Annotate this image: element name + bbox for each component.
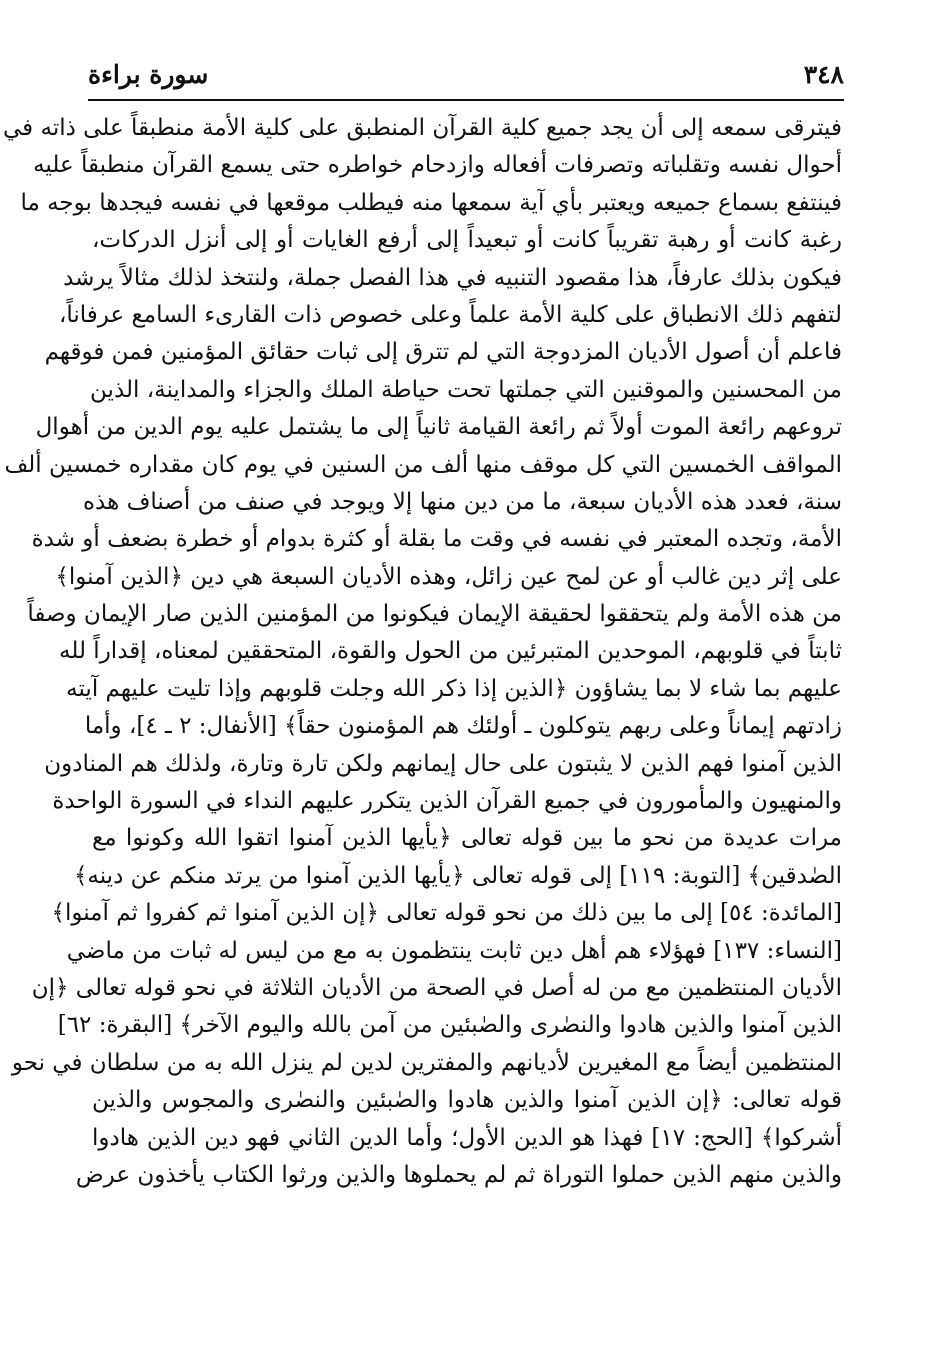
text-line: سنة، فعدد هذه الأديان سبعة، ما من دين منها إلا ويوجد في صنف من أصناف هذه [83, 488, 842, 515]
text-line: الأمة، وتجده المعتبر في نفسه في وقت ما بقلة أو كثرة بدوام أو خطرة بضعف أو شدة [31, 526, 842, 553]
text-line: مرات عديدة من نحو ما بين قوله تعالى ﴿يأيها الذين آمنوا اتقوا الله وكونوا مع [92, 825, 842, 852]
text-line: فيترقى سمعه إلى أن يجد جميع كلية القرآن المنطبق على كلية الأمة منطبقاً على ذاته في [3, 115, 842, 141]
text-line: المنتظمين أيضاً مع المغيرين لأديانهم والمفترين لدين لم ينزل الله به من سلطان في نحو [11, 1049, 842, 1076]
text-line: فاعلم أن أصول الأديان المزدوجة التي لم تترق إلى ثبات حقائق المؤمنين فمن فوقهم [44, 339, 842, 366]
text-line: على إثر دين غالب أو عن لمح عين زائل، وهذه الأديان السبعة هي دين ﴿الذين آمنوا﴾ [55, 563, 842, 590]
text-line: [النساء: ١٣٧] فهؤلاء هم أهل دين ثابت ينتظمون به مع من ليس له ثبات من ماضي [66, 937, 842, 964]
text-line: الذين آمنوا فهم الذين لا يثبتون على حال إيمانهم ولكن تارة وتارة، ولذلك هم المنادون [44, 750, 842, 777]
text-line: [المائدة: ٥٤] إلى ما بين ذلك من نحو قوله تعالى ﴿إن الذين آمنوا ثم كفروا ثم آمنوا﴾ [51, 900, 842, 927]
text-line: من المحسنين والموقنين التي جملتها تحت حياطة الملك والجزاء والمداينة، الذين [90, 376, 842, 403]
page-header [88, 58, 844, 98]
text-line: فينتفع بسماع جميعه ويعتبر بأي آية سمعها منه فيطلب موقعها في نفسه فيجدها بوجه ما [20, 189, 842, 216]
text-line: تروعهم رائعة الموت أولاً ثم رائعة القيامة ثانياً إلى ما يشتمل عليه يوم الدين من أهوال [35, 414, 842, 441]
text-line: أشركوا﴾ [الحج: ١٧] فهذا هو الدين الأول؛ وأما الدين الثاني فهو دين الذين هادوا [92, 1124, 842, 1151]
text-line: والذين منهم الذين حملوا التوراة ثم لم يحملوها والذين ورثوا الكتاب يأخذون عرض [75, 1161, 842, 1188]
text-line: أحوال نفسه وتقلباته وتصرفات أفعاله وازدحام خواطره حتى يسمع القرآن منطبقاً عليه [33, 152, 842, 179]
text-line: قوله تعالى: ﴿إن الذين آمنوا والذين هادوا والصٰبئين والنصٰرى والمجوس والذين [92, 1087, 842, 1114]
text-line: الأديان المنتظمين مع من له أصل في الصحة من الأديان الثلاثة في نحو قوله تعالى ﴿إن [31, 974, 842, 1001]
text-line: رغبة كانت أو رهبة تقريباً كانت أو تبعيداً إلى أرفع الغايات أو إلى أنزل الدركات، [92, 227, 842, 254]
text-line: والمنهيون والمأمورون في جميع القرآن الذين يتكرر عليهم النداء في السورة الواحدة [52, 788, 842, 815]
text-line: ثابتاً في قلوبهم، الموحدين المتبرئين من الحول والقوة، المتحققين لمعناه، إقداراً لله [59, 638, 842, 665]
surah-title: سورة براءة [88, 60, 209, 89]
text-line: الذين آمنوا والذين هادوا والنصٰرى والصٰبئين من آمن بالله واليوم الآخر﴾ [البقرة: ٦٢] [57, 1012, 842, 1039]
text-line: الصٰدقين﴾ [التوبة: ١١٩] إلى قوله تعالى ﴿يأيها الذين آمنوا من يرتد منكم عن دينه﴾ [73, 862, 842, 889]
text-line: فيكون بذلك عارفاً، هذا مقصود التنبيه في هذا الفصل جملة، ولنتخذ لذلك مثالاً يرشد [63, 264, 842, 291]
text-line: من هذه الأمة ولم يتحققوا لحقيقة الإيمان فيكونوا من المؤمنين الذين صار الإيمان وصفاً [27, 601, 842, 628]
page-number: ٣٤٨ [803, 60, 844, 89]
text-line: عليهم بما شاء لا بما يشاؤون ﴿الذين إذا ذكر الله وجلت قلوبهم وإذا تليت عليهم آيته [66, 675, 842, 702]
text-line: لتفهم ذلك الانطباق على كلية الأمة علماً وعلى خصوص ذات القارىء السامع عرفاناً، [58, 301, 842, 328]
header-divider [88, 99, 844, 101]
text-line: زادتهم إيماناً وعلى ربهم يتوكلون ـ أولئك هم المؤمنون حقاً﴾ [الأنفال: ٢ ـ ٤]، وأما [84, 713, 842, 740]
text-line: المواقف الخمسين التي كل موقف منها ألف من السنين في يوم كان مقداره خمسين ألف [4, 451, 842, 478]
body-text [3, 110, 842, 1194]
